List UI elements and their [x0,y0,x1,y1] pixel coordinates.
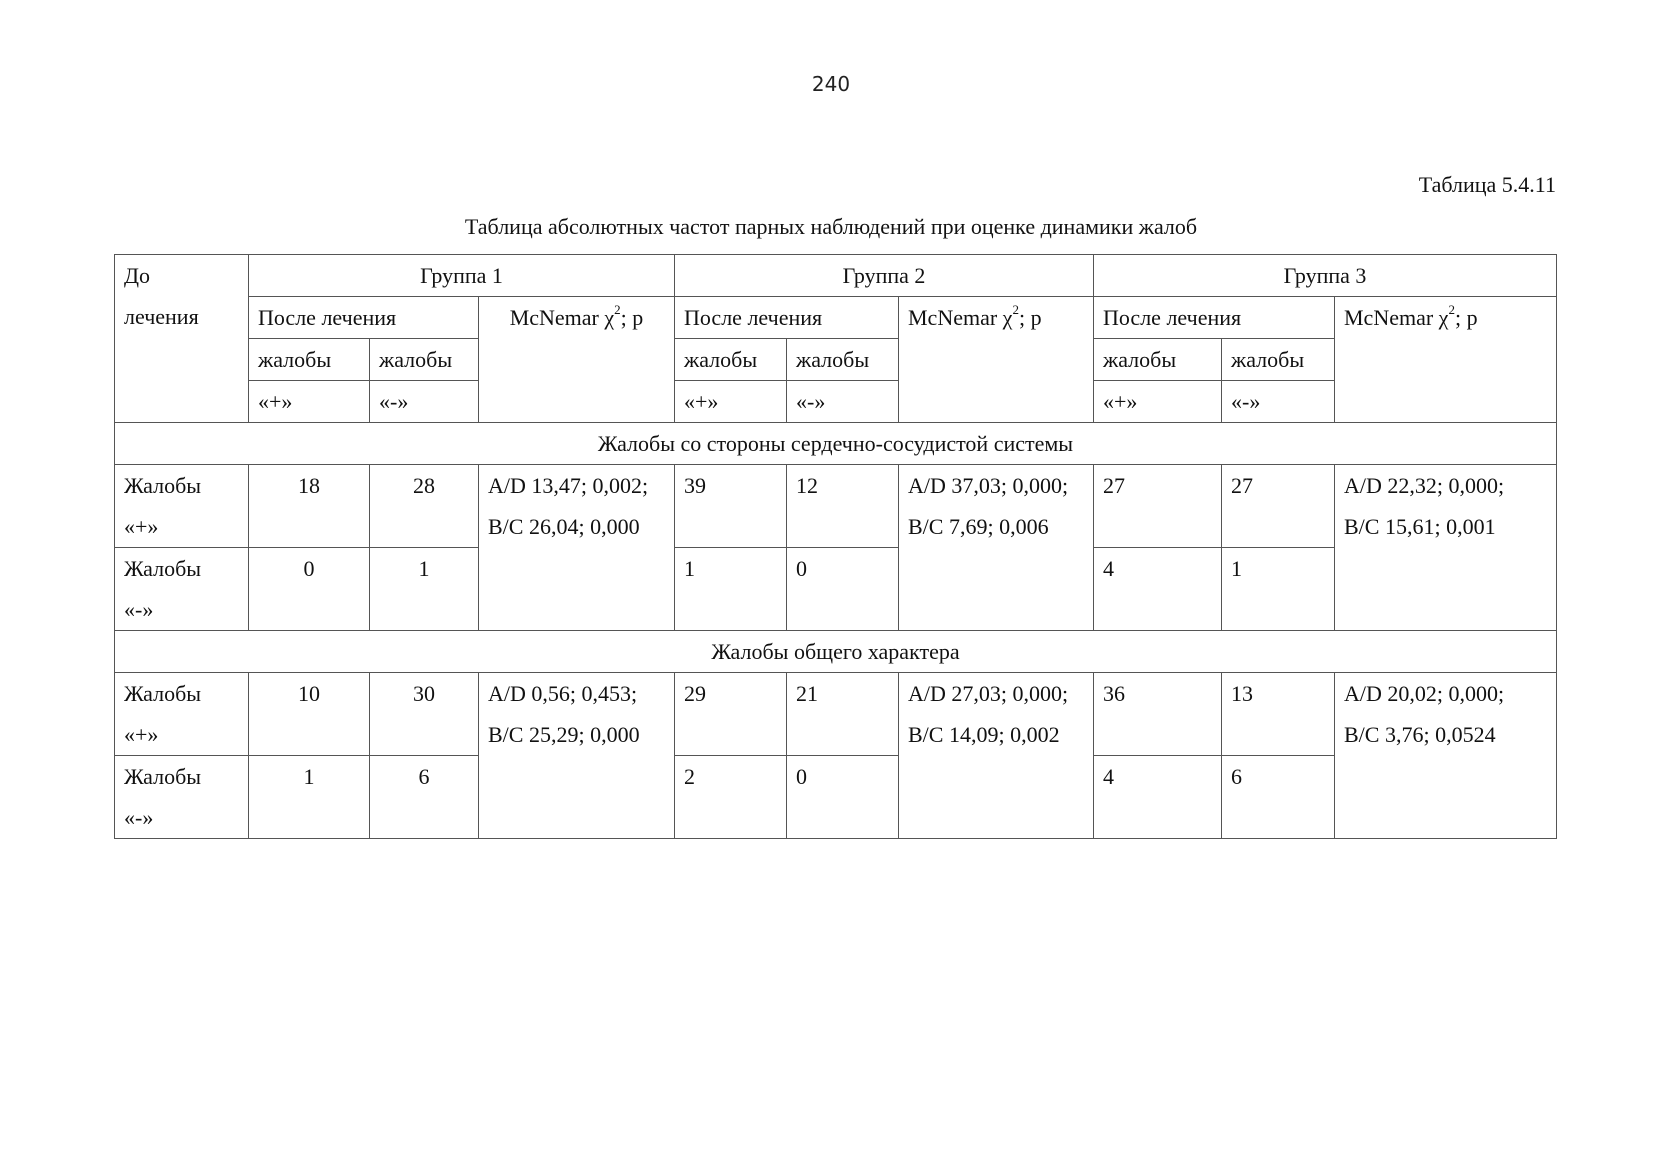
table-cell: 4 [1094,756,1222,839]
stats-bc: B/C 3,76; 0,0524 [1344,722,1496,747]
row-label-word: Жалобы [124,764,202,789]
stats-bc: B/C 26,04; 0,000 [488,514,640,539]
before-header-line1: До [124,263,151,288]
mcnemar-suffix: ; p [1454,305,1478,330]
section-row [115,423,1557,465]
mcnemar-prefix: McNemar χ [1344,305,1449,330]
table-cell: 6 [1222,756,1335,839]
page-number: 240 [811,72,851,96]
mcnemar-header [479,297,675,423]
row-label-minus [115,756,249,839]
row-label-minus [115,548,249,631]
stats-cell [1335,673,1557,839]
before-header-line2: лечения [124,304,199,329]
stats-ad: A/D 37,03; 0,000; [908,473,1069,498]
mcnemar-suffix: ; p [620,305,644,330]
table-cell: 39 [675,465,787,548]
header-row-subgroups [115,297,1557,339]
col-plus: «+» [249,381,370,423]
table-row [115,673,1557,756]
table-cell: 1 [249,756,370,839]
col-word: жалобы [1222,339,1335,381]
row-label-word: Жалобы [124,473,202,498]
stats-bc: B/C 7,69; 0,006 [908,514,1049,539]
col-word: жалобы [370,339,479,381]
stats-cell [1335,465,1557,631]
table-cell: 27 [1222,465,1335,548]
stats-bc: B/C 25,29; 0,000 [488,722,640,747]
row-label-word: Жалобы [124,681,202,706]
stats-bc: B/C 14,09; 0,002 [908,722,1060,747]
after-treatment-header: После лечения [675,297,899,339]
table-cell: 13 [1222,673,1335,756]
section-row [115,631,1557,673]
col-minus: «-» [370,381,479,423]
table-cell: 10 [249,673,370,756]
table-cell: 0 [249,548,370,631]
mcnemar-sup: 2 [1012,301,1019,317]
section-title: Жалобы общего характера [115,631,1557,673]
mcnemar-prefix: McNemar χ [509,305,615,330]
group-2-header: Группа 2 [675,255,1094,297]
col-word: жалобы [249,339,370,381]
table-cell: 12 [787,465,899,548]
table-cell: 21 [787,673,899,756]
col-minus: «-» [1222,381,1335,423]
col-minus: «-» [787,381,899,423]
table-cell: 27 [1094,465,1222,548]
group-3-header: Группа 3 [1094,255,1557,297]
table-cell: 28 [370,465,479,548]
mcnemar-suffix: ; p [1018,305,1042,330]
table-cell: 1 [370,548,479,631]
stats-cell [899,673,1094,839]
col-plus: «+» [1094,381,1222,423]
mcnemar-sup: 2 [1448,301,1455,317]
mcnemar-header [1335,297,1557,423]
col-word: жалобы [1094,339,1222,381]
table-cell: 4 [1094,548,1222,631]
mcnemar-sup: 2 [614,301,621,317]
stats-ad: A/D 13,47; 0,002; [488,473,649,498]
col-word: жалобы [787,339,899,381]
table-cell: 0 [787,756,899,839]
stats-ad: A/D 27,03; 0,000; [908,681,1069,706]
table-label: Таблица 5.4.11 [1418,172,1556,197]
table-cell: 29 [675,673,787,756]
stats-ad: A/D 22,32; 0,000; [1344,473,1505,498]
stats-cell [479,465,675,631]
stats-cell [479,673,675,839]
table-cell: 1 [675,548,787,631]
table-cell: 2 [675,756,787,839]
stats-cell [899,465,1094,631]
row-label-word: Жалобы [124,556,202,581]
table-row [115,465,1557,548]
section-title: Жалобы со стороны сердечно-сосудистой системы [115,423,1557,465]
table-cell: 0 [787,548,899,631]
group-1-header: Группа 1 [249,255,675,297]
frequency-table [114,254,1557,839]
row-label-sign: «-» [124,805,154,830]
row-label-plus [115,465,249,548]
mcnemar-prefix: McNemar χ [908,305,1013,330]
after-treatment-header: После лечения [249,297,479,339]
row-label-sign: «+» [124,722,159,747]
table-cell: 6 [370,756,479,839]
col-plus: «+» [675,381,787,423]
stats-ad: A/D 20,02; 0,000; [1344,681,1505,706]
stats-bc: B/C 15,61; 0,001 [1344,514,1496,539]
after-treatment-header: После лечения [1094,297,1335,339]
table-cell: 36 [1094,673,1222,756]
table-caption: Таблица абсолютных частот парных наблюдений при оценке динамики жалоб [464,214,1198,239]
before-treatment-header [115,255,249,423]
stats-ad: A/D 0,56; 0,453; [488,681,638,706]
table-cell: 30 [370,673,479,756]
col-word: жалобы [675,339,787,381]
table-cell: 1 [1222,548,1335,631]
row-label-sign: «-» [124,597,154,622]
header-row-groups [115,255,1557,297]
table-cell: 18 [249,465,370,548]
row-label-sign: «+» [124,514,159,539]
row-label-plus [115,673,249,756]
mcnemar-header [899,297,1094,423]
